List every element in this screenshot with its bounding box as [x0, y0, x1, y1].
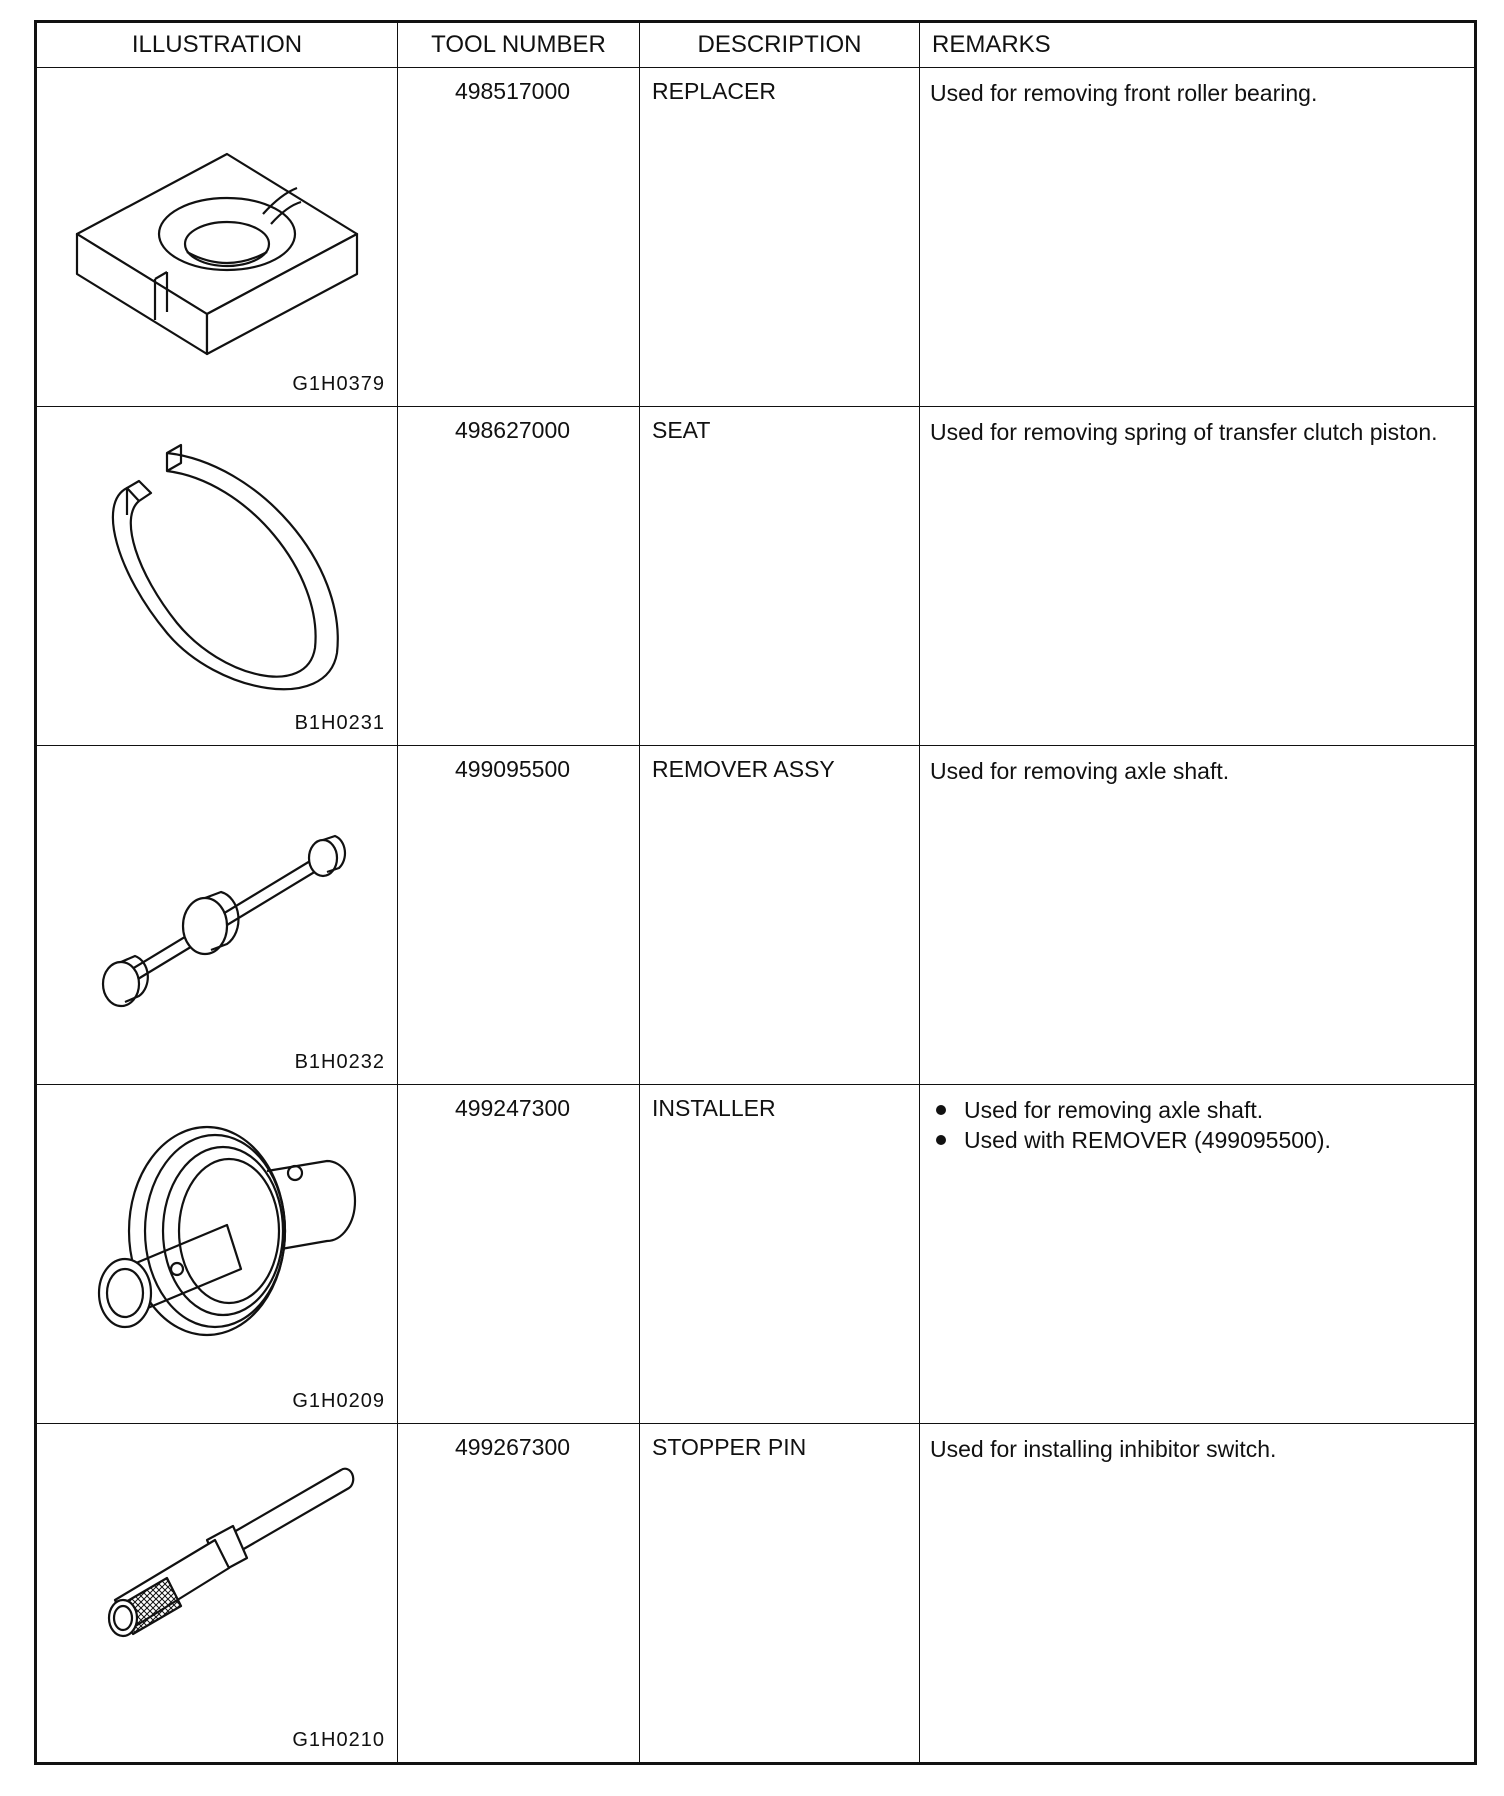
header-description: DESCRIPTION: [640, 22, 920, 68]
tool-number: 498517000: [454, 78, 571, 104]
description: SEAT: [652, 417, 711, 443]
special-tools-sheet: [34, 20, 1474, 1772]
tool-number-cell: [398, 746, 640, 1085]
remarks-text: Used for removing front roller bearing.: [930, 80, 1318, 106]
tool-number-cell: [398, 1424, 640, 1764]
tool-number-cell: [398, 407, 640, 746]
description-cell: [640, 407, 920, 746]
table-row: [36, 1085, 1476, 1424]
description: INSTALLER: [652, 1095, 776, 1121]
table-row: [36, 68, 1476, 407]
table-row: [36, 746, 1476, 1085]
header-illustration: ILLUSTRATION: [36, 22, 398, 68]
description: STOPPER PIN: [652, 1434, 807, 1460]
header-tool-number: TOOL NUMBER: [398, 22, 640, 68]
illustration-code: G1H0209: [292, 1390, 385, 1412]
remarks-cell: [920, 407, 1476, 746]
description: REPLACER: [652, 78, 776, 104]
remarks-cell: [920, 68, 1476, 407]
seat-ring-icon: [57, 423, 387, 703]
remarks-text: Used for removing spring of transfer clutch piston.: [930, 419, 1438, 445]
replacer-icon: [57, 84, 387, 364]
remover-assy-icon: [57, 762, 387, 1042]
illustration-code: B1H0231: [294, 712, 385, 734]
description-cell: [640, 1424, 920, 1764]
special-tools-table: [34, 20, 1477, 1765]
table-header-row: [36, 22, 1476, 68]
installer-icon: [57, 1101, 387, 1381]
tool-number-cell: [398, 1085, 640, 1424]
illustration-code: B1H0232: [294, 1051, 385, 1073]
remark-item: Used with REMOVER (499095500).: [930, 1125, 1460, 1155]
remarks-list: [930, 1095, 1460, 1155]
tool-number-cell: [398, 68, 640, 407]
table-row: [36, 407, 1476, 746]
remark-item: Used for removing axle shaft.: [930, 1095, 1460, 1125]
description-cell: [640, 1085, 920, 1424]
description-cell: [640, 746, 920, 1085]
remarks-text: Used for removing axle shaft.: [930, 758, 1230, 784]
illustration-cell: [36, 68, 398, 407]
remarks-cell: [920, 746, 1476, 1085]
remarks-cell: [920, 1085, 1476, 1424]
illustration-cell: [36, 1424, 398, 1764]
illustration-cell: [36, 1085, 398, 1424]
description: REMOVER ASSY: [652, 756, 835, 782]
tool-number: 499267300: [454, 1434, 571, 1460]
illustration-code: G1H0379: [292, 373, 385, 395]
remarks-text: Used for installing inhibitor switch.: [930, 1436, 1277, 1462]
stopper-pin-icon: [57, 1440, 387, 1720]
illustration-cell: [36, 746, 398, 1085]
header-remarks: REMARKS: [920, 22, 1476, 68]
remarks-cell: [920, 1424, 1476, 1764]
tool-number: 499247300: [454, 1095, 571, 1121]
tool-number: 499095500: [454, 756, 571, 782]
description-cell: [640, 68, 920, 407]
illustration-code: G1H0210: [292, 1729, 385, 1751]
illustration-cell: [36, 407, 398, 746]
table-row: [36, 1424, 1476, 1764]
tool-number: 498627000: [454, 417, 571, 443]
